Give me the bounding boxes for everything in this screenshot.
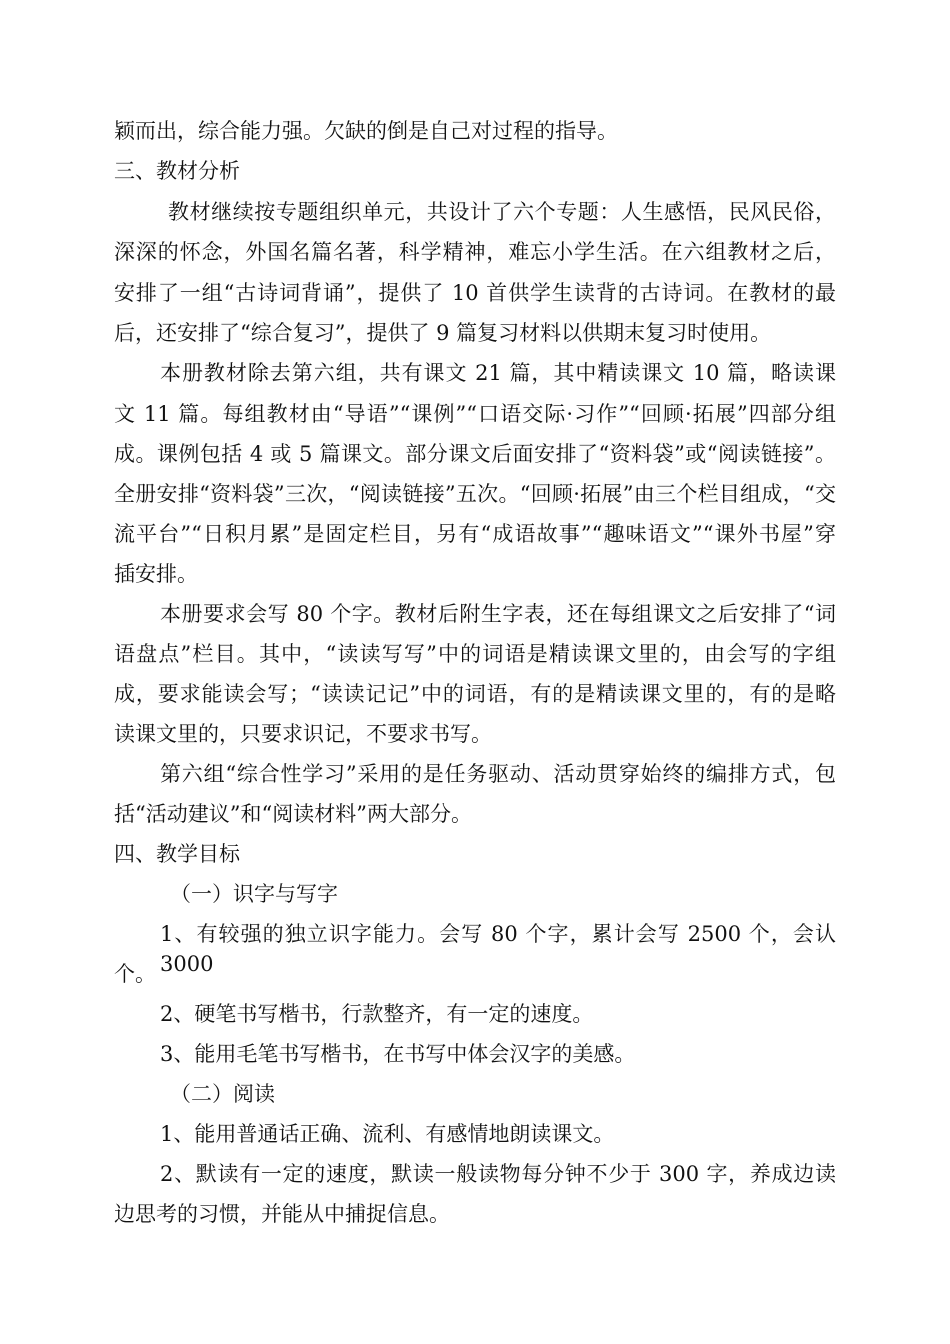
paragraph-line: 文 11 篇。每组教材由“导语”“课例”“口语交际·习作”“回顾·拓展”四部分组	[114, 402, 836, 426]
paragraph-line: 本册要求会写 80 个字。教材后附生字表，还在每组课文之后安排了“词	[160, 602, 836, 626]
paragraph-line: 成。课例包括 4 或 5 篇课文。部分课文后面安排了“资料袋”或“阅读链接”。	[114, 442, 836, 466]
paragraph-line: 2、默读有一定的速度，默读一般读物每分钟不少于 300 字，养成边读	[160, 1162, 836, 1186]
section-heading: 四、教学目标	[114, 842, 240, 866]
paragraph-line: 本册教材除去第六组，共有课文 21 篇，其中精读课文 10 篇，略读课	[160, 361, 836, 385]
paragraph-line: 插安排。	[114, 562, 198, 586]
section-heading: 三、教材分析	[114, 159, 240, 183]
paragraph-line: 2、硬笔书写楷书，行款整齐，有一定的速度。	[160, 1002, 594, 1026]
paragraph-line: 3、能用毛笔书写楷书，在书写中体会汉字的美感。	[160, 1042, 636, 1066]
paragraph-line: 1、能用普通话正确、流利、有感情地朗读课文。	[160, 1122, 615, 1146]
paragraph-line: 成，要求能读会写；“读读记记”中的词语，有的是精读课文里的，有的是略	[114, 682, 836, 706]
paragraph-line: 教材继续按专题组织单元，共设计了六个专题：人生感悟，民风民俗，	[168, 200, 836, 224]
paragraph-line: 第六组“综合性学习”采用的是任务驱动、活动贯穿始终的编排方式，包	[160, 762, 836, 786]
paragraph-line: 流平台”“日积月累”是固定栏目，另有“成语故事”“趣味语文”“课外书屋”穿	[114, 522, 836, 546]
paragraph-line: 1、有较强的独立识字能力。会写 80 个字，累计会写 2500 个，会认 3000	[160, 922, 836, 976]
paragraph-line: 读课文里的，只要求识记，不要求书写。	[114, 722, 492, 746]
paragraph-line: 安排了一组“古诗词背诵”，提供了 10 首供学生读背的古诗词。在教材的最	[114, 281, 836, 305]
paragraph-line: 后，还安排了“综合复习”，提供了 9 篇复习材料以供期末复习时使用。	[114, 321, 772, 345]
paragraph-line: 边思考的习惯，并能从中捕捉信息。	[114, 1202, 450, 1226]
subsection-heading: （一）识字与写字	[170, 882, 338, 906]
paragraph-line: 深深的怀念，外国名篇名著，科学精神，难忘小学生活。在六组教材之后，	[114, 240, 836, 264]
paragraph-line: 语盘点”栏目。其中，“读读写写”中的词语是精读课文里的，由会写的字组	[114, 642, 836, 666]
paragraph-line: 颖而出，综合能力强。欠缺的倒是自己对过程的指导。	[114, 119, 618, 143]
paragraph-line: 个。	[114, 962, 156, 986]
paragraph-line: 全册安排“资料袋”三次，“阅读链接”五次。“回顾·拓展”由三个栏目组成，“交	[114, 482, 836, 506]
subsection-heading: （二）阅读	[170, 1082, 275, 1106]
paragraph-line: 括“活动建议”和“阅读材料”两大部分。	[114, 802, 472, 826]
